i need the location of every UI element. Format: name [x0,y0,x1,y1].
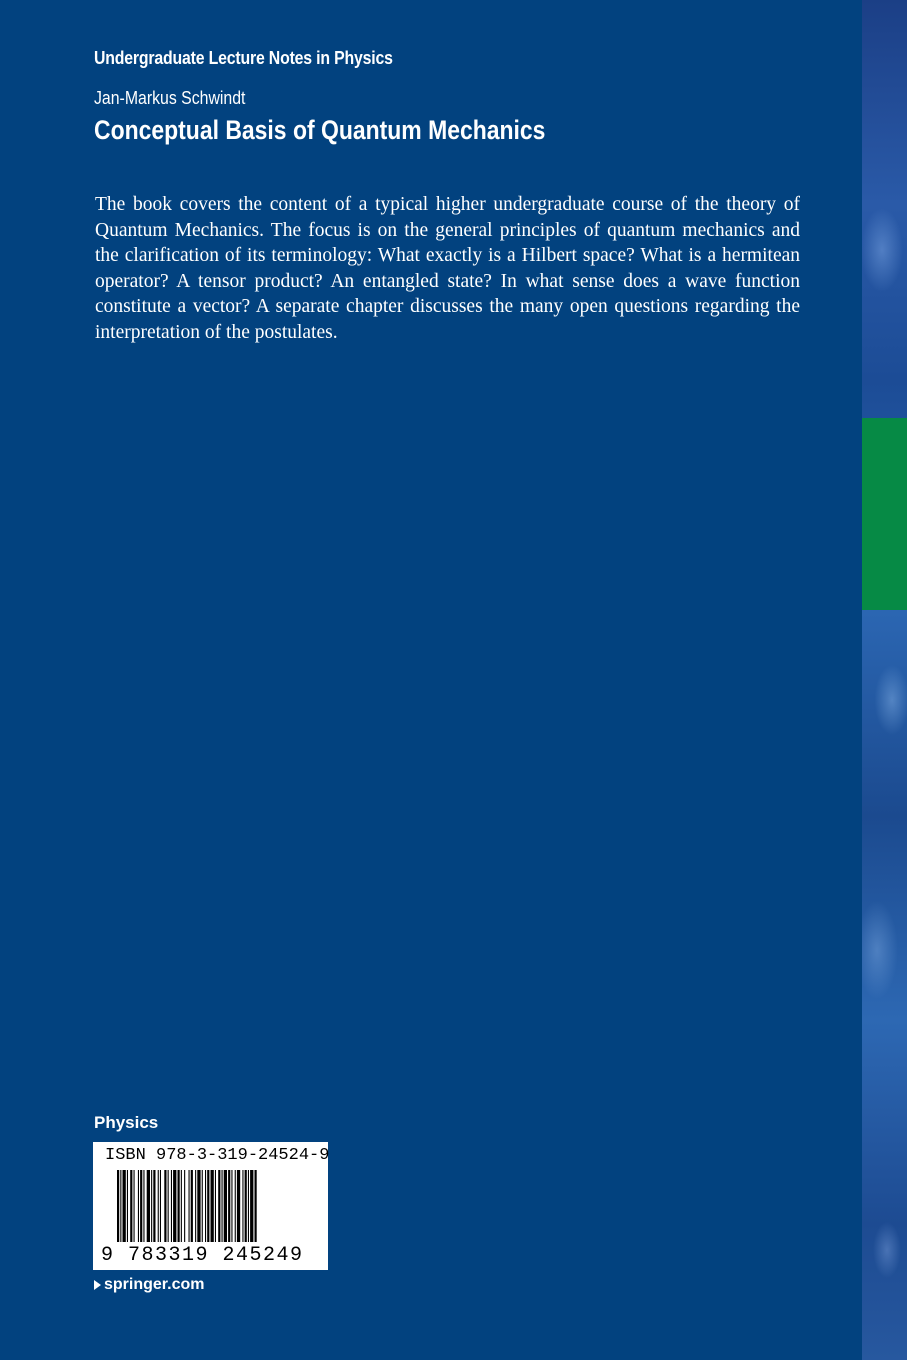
right-triangle-arrow-icon [94,1280,101,1290]
book-description: The book covers the content of a typical higher undergraduate course of the theory of Quantum Mechanics. The focus is on the general principles of quantum mechanics and the clarification of its terminology: What exactly is a Hilbert space? What is a hermitean operator? A tensor product? An entangled state? In what sense does a wave function constitute a vector? A separate chapter discusses the many open questions regarding the interpretation of the postulates. [95,194,800,343]
series-name: Undergraduate Lecture Notes in Physics [94,48,393,68]
barcode-digits: 9 783319 245249 [101,1244,304,1267]
spine-green-band [862,418,907,610]
book-title: Conceptual Basis of Quantum Mechanics [94,115,546,145]
publisher-website[interactable] [94,1276,204,1294]
isbn-number: ISBN 978-3-319-24524-9 [105,1146,330,1165]
isbn-barcode [93,1142,328,1270]
barcode-bars [117,1170,307,1242]
spine-edge-image [862,0,907,1360]
website-label: springer.com [104,1276,205,1293]
author-name: Jan-Markus Schwindt [94,88,246,108]
subject-category: Physics [94,1113,159,1132]
